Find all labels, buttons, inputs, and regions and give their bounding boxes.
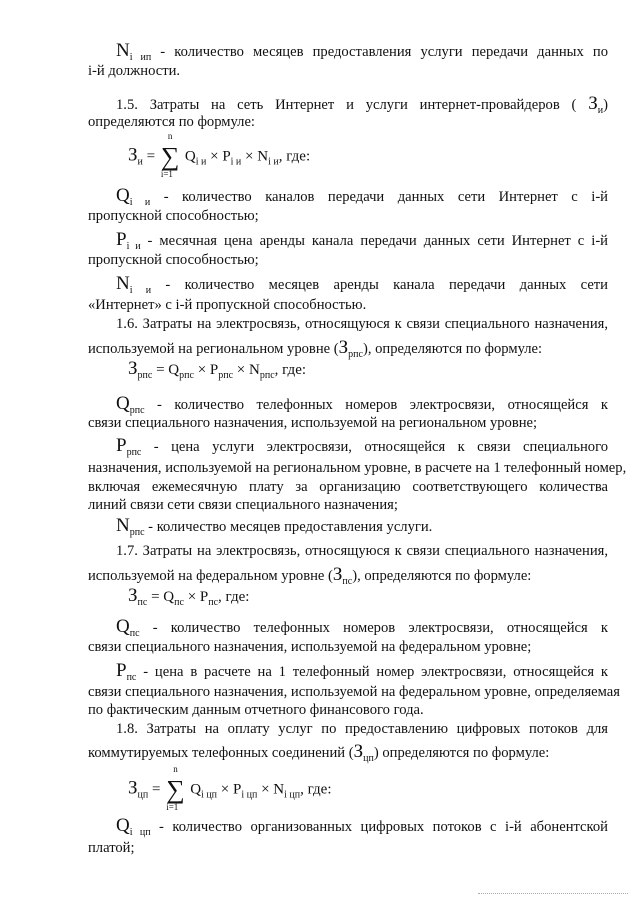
text: используемой на региональном уровне (	[88, 341, 339, 357]
subscript: рпс	[218, 370, 234, 381]
factor: Q	[168, 362, 180, 378]
subscript: пс	[174, 597, 184, 608]
symbol: N	[116, 273, 130, 294]
sum-sign: n ∑ i=1	[160, 131, 180, 179]
times: ×	[206, 148, 223, 165]
definition-q-cp	[116, 817, 608, 836]
equals: =	[152, 362, 169, 378]
section-1-6-heading: 1.6. Затраты на электросвязь, относящуюся к связи специального назначения,	[116, 316, 608, 332]
text: коммутируемых телефонных соединений (	[88, 745, 354, 761]
formula-ps	[128, 586, 249, 607]
times: ×	[183, 589, 200, 605]
text: - количество каналов передачи данных сети Интернет с i-й	[150, 189, 608, 205]
subscript: i и	[230, 156, 242, 168]
symbol: N	[116, 40, 130, 61]
text-line: связи специального назначения, используемой на региональном уровне;	[88, 415, 538, 431]
formula-internet	[128, 131, 311, 179]
text: - месячная цена аренды канала передачи данных сети Интернет с i-й	[140, 233, 608, 249]
subscript: i цп	[201, 789, 218, 801]
factor: Q	[184, 148, 196, 165]
factor: P	[222, 148, 231, 165]
subscript: i и	[195, 156, 207, 168]
factor: P	[209, 362, 219, 378]
subscript: пс	[137, 597, 148, 608]
text-line: включая ежемесячную плату за организацию соответствующего количества	[88, 479, 608, 495]
times: ×	[241, 148, 258, 165]
definition-p-i	[116, 231, 608, 250]
text: , где:	[278, 148, 311, 165]
text: - количество телефонных номеров электросвязи, относящейся к	[144, 397, 608, 413]
symbol: Q	[116, 815, 130, 836]
subscript: i цп	[129, 827, 151, 838]
subscript: пс	[129, 628, 140, 639]
text-line	[88, 743, 608, 762]
symbol: P	[116, 229, 127, 250]
subscript: i и	[126, 241, 141, 252]
subscript: рпс	[259, 370, 275, 381]
text-line: платой;	[88, 840, 135, 856]
definition-n-ip	[116, 42, 608, 61]
formula-cp	[128, 764, 332, 812]
text: )	[603, 97, 608, 113]
subscript: и	[597, 105, 604, 116]
symbol: З	[353, 741, 364, 762]
text: - цена в расчете на 1 телефонный номер электросвязи, относящейся к	[136, 664, 608, 680]
definition-p-rps	[116, 437, 608, 456]
section-1-7-heading: 1.7. Затраты на электросвязь, относящуюся к связи специального назначения,	[116, 543, 608, 559]
formula-rps	[128, 359, 306, 380]
text-line: определяются по формуле:	[88, 114, 255, 130]
factor: P	[233, 781, 242, 798]
text-line	[88, 339, 608, 358]
text-line	[88, 566, 608, 585]
text: используемой на федеральном уровне (	[88, 568, 333, 584]
subscript: рпс	[129, 405, 145, 416]
equals: =	[142, 148, 159, 165]
sum-lower: i=1	[160, 169, 173, 179]
subscript: i и	[129, 285, 152, 296]
symbol: Q	[116, 616, 130, 637]
factor: N	[249, 362, 260, 378]
sum-lower: i=1	[166, 802, 179, 812]
factor: Q	[190, 781, 202, 798]
text-line: пропускной способностью;	[88, 208, 259, 224]
text: - цена услуги электросвязи, относящейся к связи специального	[141, 439, 608, 455]
equals: =	[148, 781, 165, 798]
text: , где:	[274, 362, 307, 378]
definition-n-rps	[116, 517, 608, 536]
subscript: i цп	[241, 789, 258, 801]
text-line: назначения, используемой на региональном уровне, в расчете на 1 телефонный номер,	[88, 460, 627, 476]
times: ×	[217, 781, 233, 798]
text: 1.5. Затраты на сеть Интернет и услуги интернет-провайдеров (	[116, 97, 577, 113]
symbol: З	[338, 337, 349, 358]
text-line: связи специального назначения, используемой на федеральном уровне;	[88, 639, 532, 655]
text: - количество месяцев предоставления услуги.	[144, 519, 433, 535]
scan-edge-rule	[478, 893, 628, 894]
subscript: цп	[137, 789, 149, 801]
subscript: i цп	[284, 789, 301, 801]
times: ×	[233, 362, 250, 378]
definition-q-ps	[116, 618, 608, 637]
text-line: пропускной способностью;	[88, 252, 259, 268]
subscript: и	[137, 156, 143, 168]
subscript: пс	[208, 597, 219, 608]
factor: N	[257, 148, 269, 165]
formula-lhs: З	[128, 144, 138, 166]
subscript: цп	[363, 753, 374, 764]
text: - количество организованных цифровых потоков с i-й абонентской	[150, 819, 608, 835]
section-1-8-heading: 1.8. Затраты на оплату услуг по предоставлению цифровых потоков для	[116, 721, 608, 737]
text: - количество месяцев предоставления услуги передачи данных по	[151, 44, 608, 60]
subscript: рпс	[137, 370, 153, 381]
text-line: i-й должности.	[88, 63, 181, 79]
times: ×	[257, 781, 274, 798]
definition-q-i	[116, 187, 608, 206]
section-1-5-heading	[116, 95, 608, 114]
symbol: З	[588, 93, 598, 114]
symbol: Q	[116, 393, 130, 414]
equals: =	[147, 589, 164, 605]
factor: N	[273, 781, 285, 798]
subscript: пс	[126, 672, 137, 683]
text-line: по фактическим данным отчетного финансового года.	[88, 702, 424, 718]
definition-p-ps	[116, 662, 608, 681]
text: ), определяются по формуле:	[352, 568, 532, 584]
subscript: рпс	[179, 370, 194, 381]
subscript: i ип	[129, 52, 152, 63]
subscript: i и	[268, 156, 279, 168]
subscript: рпс	[126, 447, 142, 458]
subscript: пс	[342, 576, 353, 587]
factor: P	[199, 589, 209, 605]
sum-sign: n ∑ i=1	[166, 764, 185, 812]
symbol: N	[116, 515, 130, 536]
text: , где:	[300, 781, 332, 798]
text-line: связи специального назначения, используемой на федеральном уровне, определяемая	[88, 684, 620, 700]
subscript: рпс	[129, 527, 145, 538]
sum-upper: n	[173, 764, 178, 774]
subscript: рпс	[348, 349, 363, 360]
formula-lhs: З	[128, 777, 138, 799]
text: - количество месяцев аренды канала передачи данных сети	[151, 277, 608, 293]
definition-q-rps	[116, 395, 608, 414]
sum-upper: n	[167, 131, 173, 141]
text-line: «Интернет» с i-й пропускной способностью.	[88, 297, 367, 313]
text: , где:	[218, 589, 250, 605]
subscript: i и	[129, 197, 151, 208]
text: ) определяются по формуле:	[373, 745, 550, 761]
text-line: линий связи сети связи специального назначения;	[88, 497, 398, 513]
symbol: Q	[116, 185, 130, 206]
times: ×	[193, 362, 210, 378]
symbol: P	[116, 660, 127, 681]
formula-lhs: З	[128, 358, 138, 379]
symbol: З	[332, 564, 343, 585]
definition-n-i	[116, 275, 608, 294]
symbol: P	[116, 435, 127, 456]
formula-lhs: З	[128, 585, 138, 606]
text: - количество телефонных номеров электросвязи, относящейся к	[139, 620, 608, 636]
text: ), определяются по формуле:	[362, 341, 543, 357]
factor: Q	[163, 589, 175, 605]
